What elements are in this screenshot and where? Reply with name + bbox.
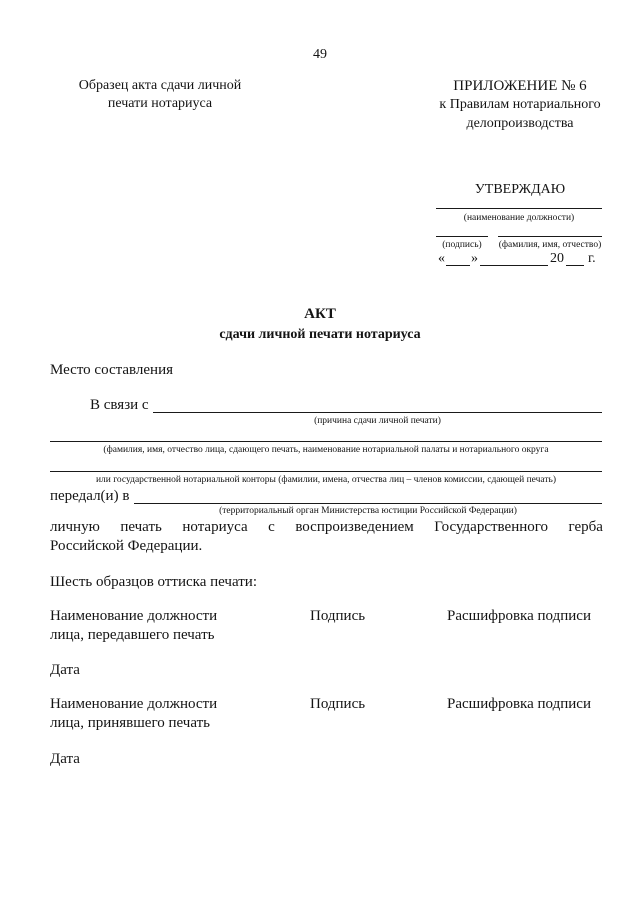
receiver-position-line1: Наименование должности xyxy=(50,696,218,712)
receiver-position-line2: лица, принявшего печать xyxy=(50,715,211,731)
date-month-line xyxy=(480,265,548,266)
act-title: АКТ xyxy=(304,306,336,322)
appendix-line2: к Правилам нотариального xyxy=(439,97,601,112)
receiver-signature: Подпись xyxy=(310,696,366,712)
reason-label: В связи с xyxy=(90,397,149,413)
seal-word: воспроизведением xyxy=(295,519,414,535)
person-line xyxy=(50,441,602,442)
seal-word: личную xyxy=(50,519,100,535)
sample-title-line2: печати нотариуса xyxy=(107,96,213,111)
samples-label: Шесть образцов оттиска печати: xyxy=(50,574,257,590)
sample-title-line1: Образец акта сдачи личной xyxy=(78,78,242,93)
date-close-quote: » xyxy=(471,251,478,266)
reason-hint: (причина сдачи личной печати) xyxy=(314,416,441,426)
office-hint: или государственной нотариальной конторы (фамилии, имена, отчества лиц – членов комиссии, сдающей печать) xyxy=(95,475,557,485)
seal-word: герба xyxy=(568,519,603,535)
page-number: 49 xyxy=(313,47,327,62)
approve-position-line xyxy=(436,208,602,209)
approve-signature-hint: (подпись) xyxy=(442,240,482,250)
appendix-line1: ПРИЛОЖЕНИЕ № 6 xyxy=(453,78,587,94)
appendix-line3: делопроизводства xyxy=(466,116,574,131)
seal-word: нотариуса xyxy=(182,519,248,535)
seal-word: с xyxy=(268,519,275,535)
seal-word: печать xyxy=(120,519,162,535)
person-hint: (фамилия, имя, отчество лица, сдающего печать, наименование нотариальной палаты и нотариального округа xyxy=(103,445,549,455)
date-year-suffix: г. xyxy=(588,251,596,266)
place-label: Место составления xyxy=(50,362,174,378)
transfer-label: передал(и) в xyxy=(50,488,130,504)
receiver-date: Дата xyxy=(50,751,80,767)
approve-signature-line xyxy=(436,236,488,237)
organ-line xyxy=(134,503,602,504)
office-line xyxy=(50,471,602,472)
approve-position-hint: (наименование должности) xyxy=(463,213,575,223)
date-open-quote: « xyxy=(438,251,445,266)
approve-fio-hint: (фамилия, имя, отчество) xyxy=(498,240,602,250)
transferor-signature: Подпись xyxy=(310,608,366,624)
transferor-date: Дата xyxy=(50,662,80,678)
transferor-decoding: Расшифровка подписи xyxy=(447,608,591,624)
act-subtitle: сдачи личной печати нотариуса xyxy=(219,327,421,342)
organ-hint: (территориальный орган Министерства юстиции Российской Федерации) xyxy=(219,506,517,516)
transferor-position-line1: Наименование должности xyxy=(50,608,218,624)
date-year-prefix: 20 xyxy=(550,251,564,266)
seal-word: Государственного xyxy=(434,519,549,535)
date-day-line xyxy=(446,265,470,266)
receiver-decoding: Расшифровка подписи xyxy=(447,696,591,712)
approve-title: УТВЕРЖДАЮ xyxy=(474,182,566,197)
approve-fio-line xyxy=(498,236,602,237)
seal-text-line1 xyxy=(50,519,603,536)
seal-text-line2: Российской Федерации. xyxy=(50,538,203,554)
reason-line xyxy=(153,412,602,413)
transferor-position-line2: лица, передавшего печать xyxy=(50,627,215,643)
date-year-line xyxy=(566,265,584,266)
